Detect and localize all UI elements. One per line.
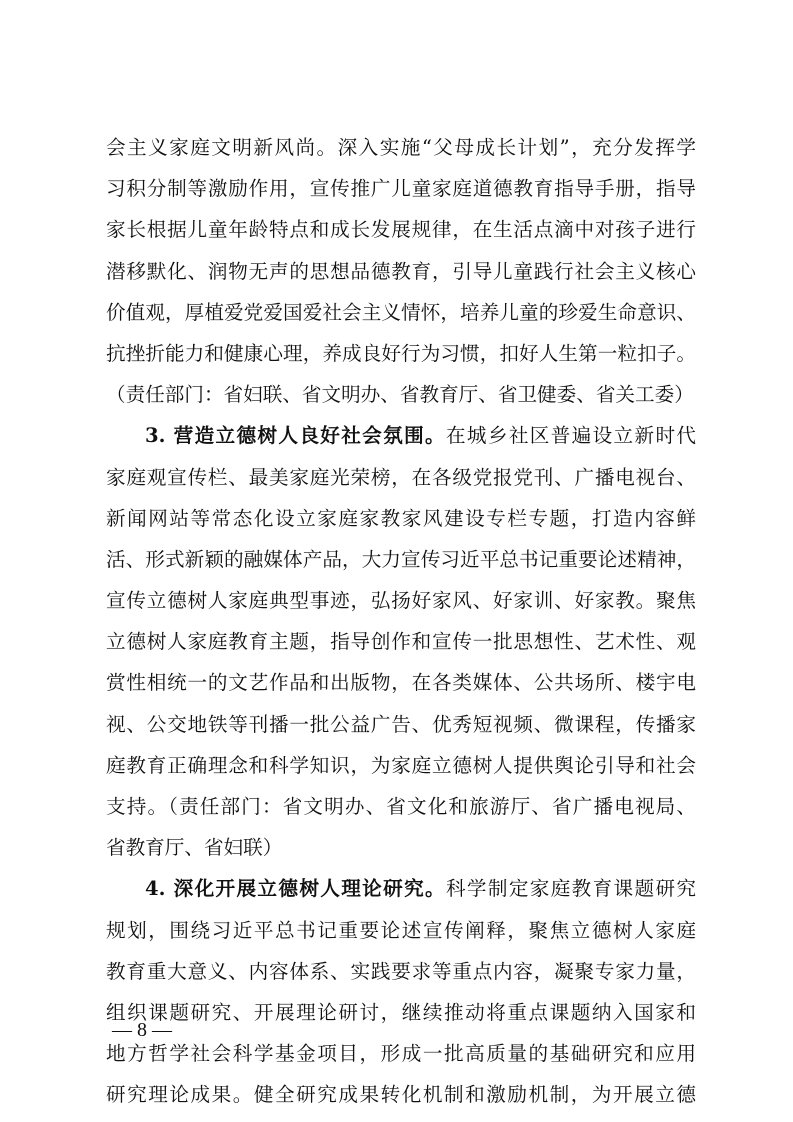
- text-line: 地方哲学社会科学基金项目，形成一批高质量的基础研究和应用: [106, 1042, 696, 1066]
- text-line: 习积分制等激励作用，宣传推广儿童家庭道德教育指导手册，指导: [106, 177, 696, 201]
- text-line: 活、形式新颖的融媒体产品，大力宣传习近平总书记重要论述精神，: [106, 547, 696, 571]
- text-line: 研究理论成果。健全研究成果转化机制和激励机制，为开展立德: [106, 1083, 696, 1107]
- section-4-first-line-text: 科学制定家庭教育课题研究: [445, 877, 696, 901]
- text-line: 立德树人家庭教育主题，指导创作和宣传一批思想性、艺术性、观: [106, 630, 696, 654]
- section-3-first-line-text: 在城乡社区普遍设立新时代: [445, 424, 696, 448]
- text-line: 新闻网站等常态化设立家庭家教家风建设专栏专题，打造内容鲜: [106, 506, 696, 530]
- page-number: — 8 —: [112, 1019, 172, 1041]
- text-line: 庭教育正确理念和科学知识，为家庭立德树人提供舆论引导和社会: [106, 753, 696, 777]
- text-line: （责任部门：省妇联、省文明办、省教育厅、省卫健委、省关工委）: [106, 383, 694, 407]
- text-line: 省教育厅、省妇联）: [106, 836, 283, 860]
- text-line: 家长根据儿童年龄特点和成长发展规律，在生活点滴中对孩子进行: [106, 218, 696, 242]
- text-line: 会主义家庭文明新风尚。深入实施“父母成长计划”，充分发挥学: [106, 136, 696, 159]
- section-4-heading: 4. 深化开展立德树人理论研究。: [145, 877, 446, 901]
- body-text: [106, 127, 696, 1116]
- section-4-first-line: [106, 868, 696, 909]
- section-3-heading: 3. 营造立德树人良好社会氛围。: [145, 424, 446, 448]
- text-line: 价值观，厚植爱党爱国爱社会主义情怀，培养儿童的珍爱生命意识、: [106, 300, 696, 324]
- text-line: 潜移默化、润物无声的思想品德教育，引导儿童践行社会主义核心: [106, 259, 696, 283]
- text-line: 支持。（责任部门：省文明办、省文化和旅游厅、省广播电视局、: [106, 795, 696, 818]
- text-line: 组织课题研究、开展理论研讨，继续推动将重点课题纳入国家和: [106, 1000, 696, 1024]
- text-line: 规划，围绕习近平总书记重要论述宣传阐释，聚焦立德树人家庭: [106, 918, 696, 942]
- text-line: 视、公交地铁等刊播一批公益广告、优秀短视频、微课程，传播家: [106, 712, 696, 736]
- section-3-first-line: [106, 415, 696, 456]
- text-line: 家庭观宣传栏、最美家庭光荣榜，在各级党报党刊、广播电视台、: [106, 465, 696, 489]
- text-line: 赏性相统一的文艺作品和出版物，在各类媒体、公共场所、楼宇电: [106, 671, 696, 695]
- text-line: 宣传立德树人家庭典型事迹，弘扬好家风、好家训、好家教。聚焦: [106, 589, 696, 613]
- text-line: 抗挫折能力和健康心理，养成良好行为习惯，扣好人生第一粒扣子。: [106, 341, 696, 365]
- text-line: 教育重大意义、内容体系、实践要求等重点内容，凝聚专家力量，: [106, 959, 696, 983]
